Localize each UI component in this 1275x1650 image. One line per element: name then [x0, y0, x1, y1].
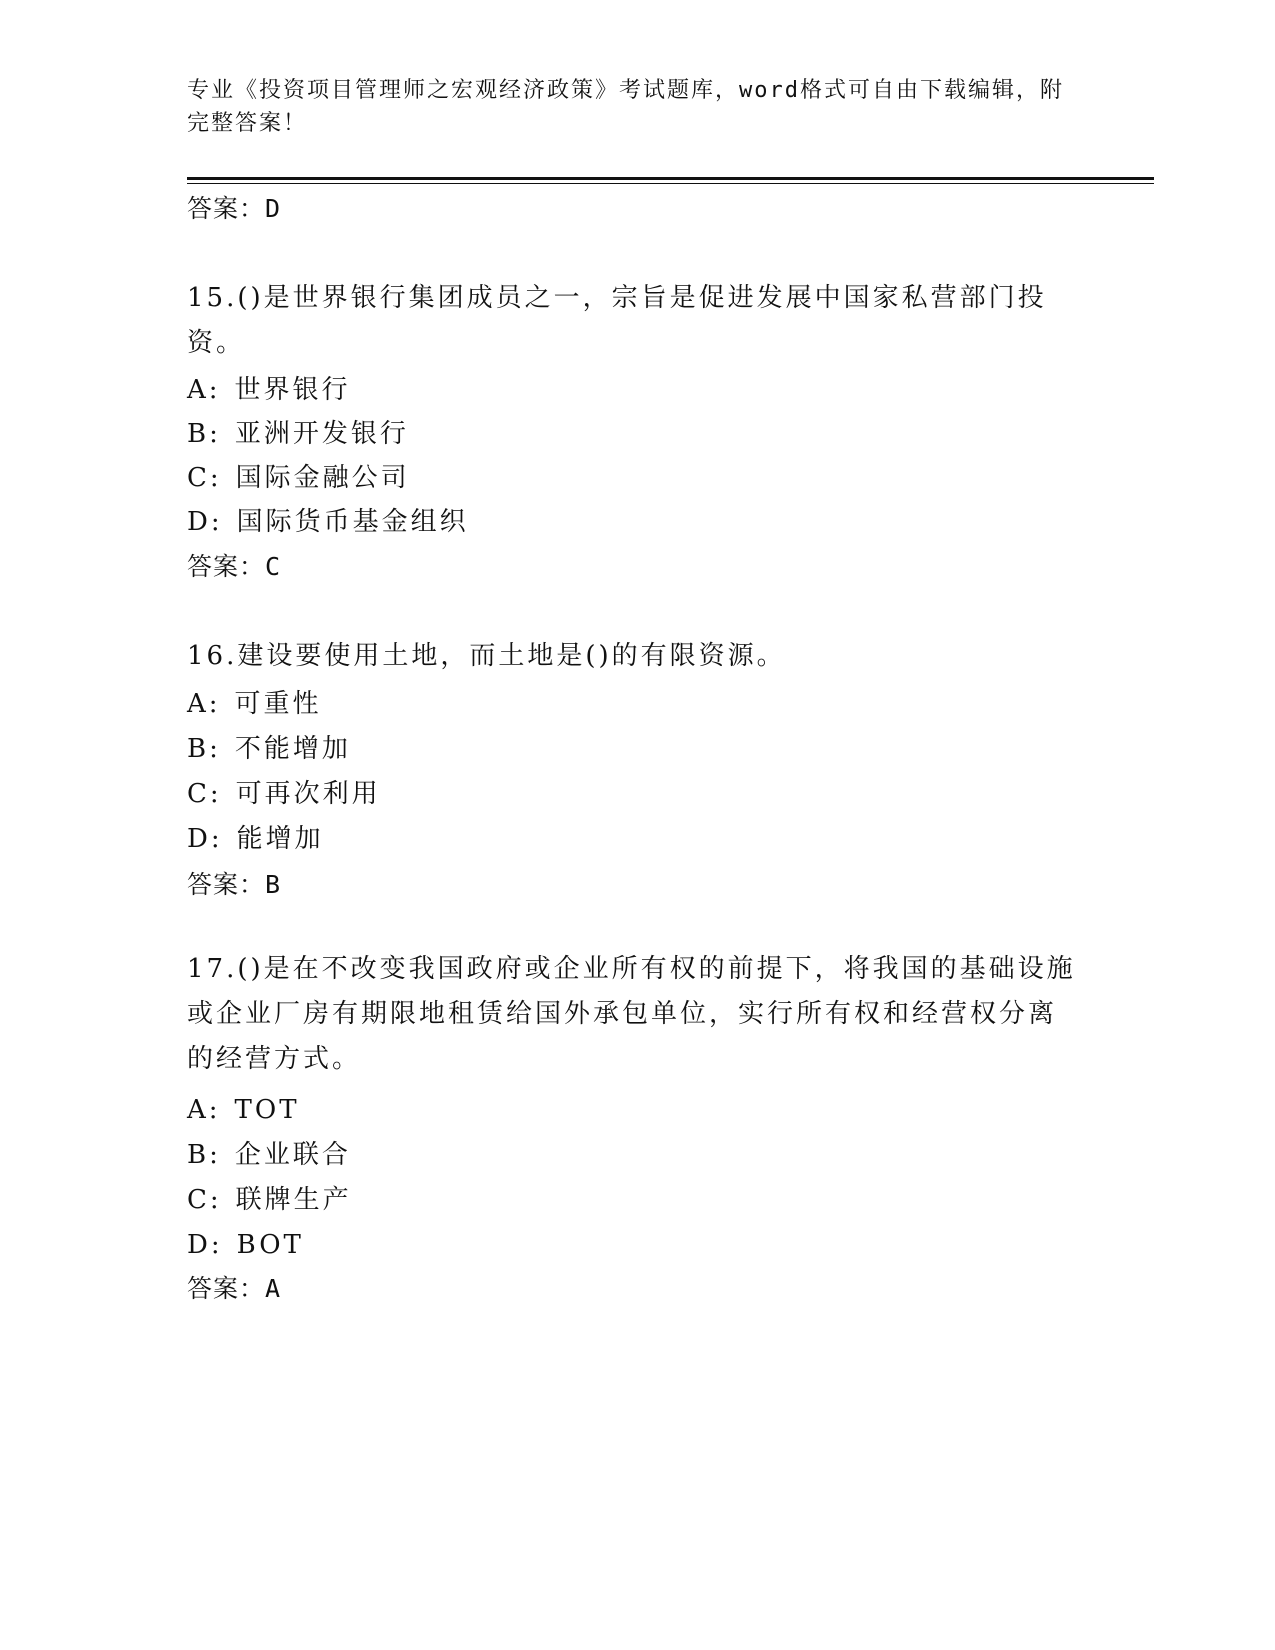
- option-label: B:: [187, 734, 221, 764]
- option-label: C:: [187, 1185, 222, 1215]
- option-text: 不能增加: [234, 734, 351, 764]
- option-text: 可再次利用: [235, 779, 381, 809]
- question-17-option-c: [187, 1183, 352, 1217]
- option-text: 国际金融公司: [235, 463, 410, 493]
- question-17-option-b: [187, 1138, 351, 1172]
- question-15-option-d: [187, 505, 469, 539]
- question-16-option-d: [187, 822, 324, 856]
- answer-16: 答案：B: [187, 870, 282, 899]
- header-rule-thick: [187, 177, 1154, 180]
- option-text: 亚洲开发银行: [234, 419, 409, 449]
- question-16-option-a: [187, 687, 322, 721]
- option-label: B:: [187, 419, 221, 449]
- question-17-option-d: [187, 1228, 304, 1262]
- option-label: A:: [187, 689, 221, 719]
- question-17-option-a: [187, 1093, 300, 1127]
- option-text: TOT: [234, 1095, 300, 1125]
- question-17-stem: 17.()是在不改变我国政府或企业所有权的前提下，将我国的基础设施或企业厂房有期限地租赁给国外承包单位，实行所有权和经营权分离的经营方式。: [187, 954, 1076, 1074]
- question-15-option-c: [187, 461, 410, 495]
- option-label: A:: [187, 375, 221, 405]
- answer-17: 答案：A: [187, 1274, 282, 1303]
- option-text: 能增加: [236, 824, 324, 854]
- option-label: B:: [187, 1140, 221, 1170]
- option-label: D:: [187, 507, 223, 537]
- option-text: 世界银行: [234, 375, 351, 405]
- question-16-option-c: [187, 777, 381, 811]
- option-text: 可重性: [234, 689, 322, 719]
- question-16-stem: 16.建设要使用土地，而土地是()的有限资源。: [187, 641, 786, 671]
- question-15-stem: 15.()是世界银行集团成员之一，宗旨是促进发展中国家私营部门投资。: [187, 283, 1047, 358]
- option-text: 企业联合: [234, 1140, 351, 1170]
- question-15-option-a: [187, 373, 351, 407]
- option-label: C:: [187, 463, 222, 493]
- option-text: 联牌生产: [235, 1185, 352, 1215]
- option-label: D:: [187, 824, 223, 854]
- option-label: A:: [187, 1095, 221, 1125]
- answer-14: 答案：D: [187, 194, 282, 223]
- option-label: D:: [187, 1230, 223, 1260]
- option-label: C:: [187, 779, 222, 809]
- answer-15: 答案：C: [187, 552, 282, 581]
- question-15-option-b: [187, 417, 409, 451]
- document-header: 专业《投资项目管理师之宏观经济政策》考试题库，word格式可自由下载编辑，附完整答案！: [187, 78, 1064, 136]
- option-text: 国际货币基金组织: [236, 507, 469, 537]
- option-text: BOT: [236, 1230, 304, 1260]
- header-rule-thin: [187, 183, 1154, 184]
- question-16-option-b: [187, 732, 351, 766]
